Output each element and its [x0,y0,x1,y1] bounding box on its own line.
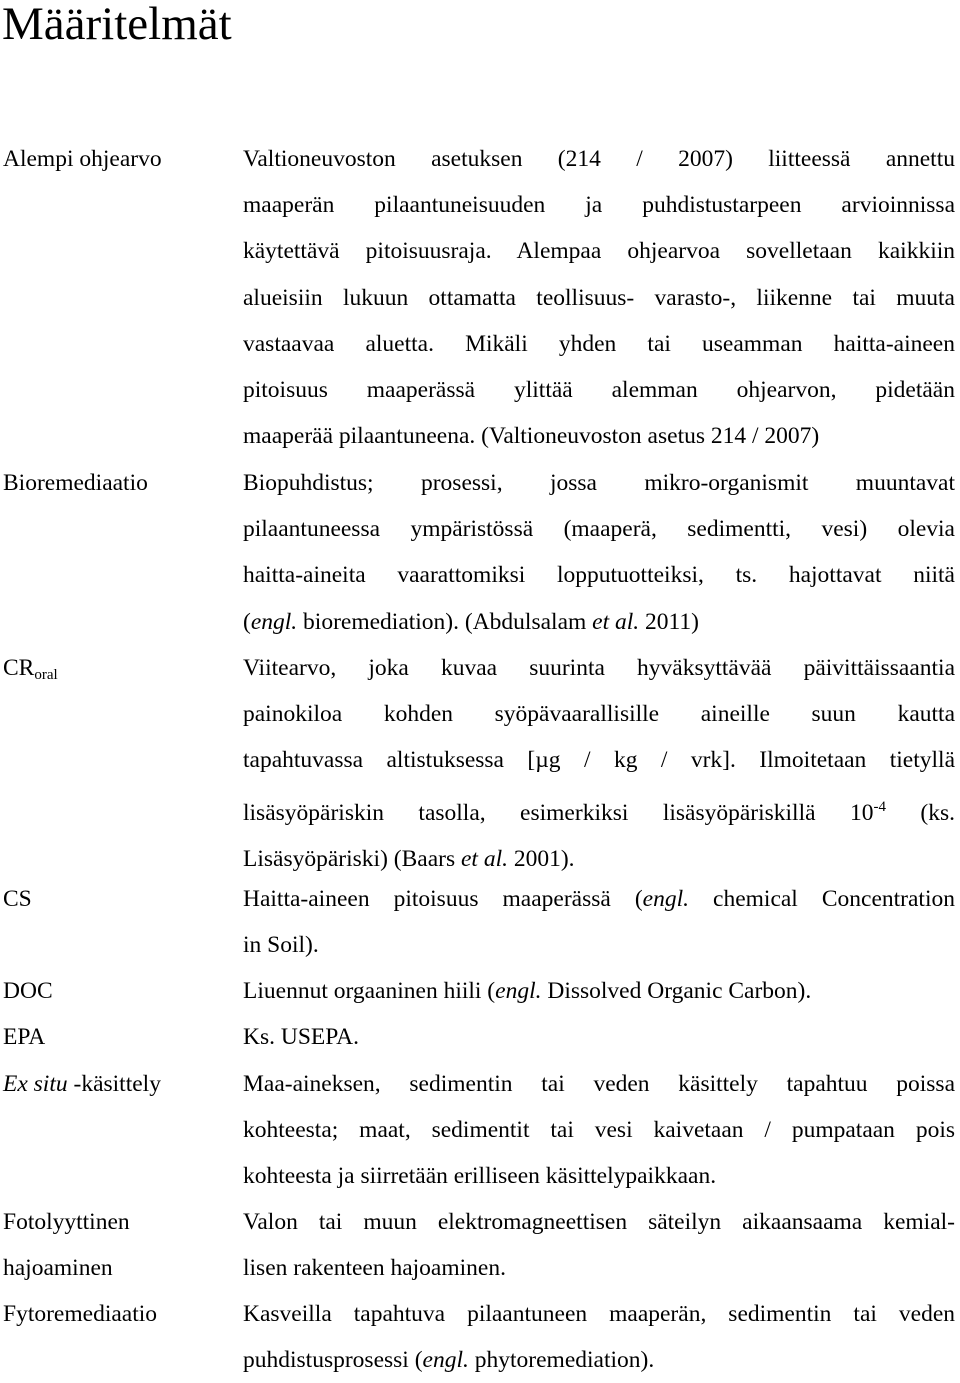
term-rest: -käsittely [67,1071,161,1097]
definition-line: lisen rakenteen hajoaminen. [243,1255,506,1282]
definition-line: käytettävä pitoisuusraja. Alempaa ohjearvoa sovelletaan kaikkiin [243,238,955,265]
definition-line: maaperän pilaantuneisuuden ja puhdistustarpeen arvioinnissa [243,192,955,219]
text-run: lisäsyöpäriskin tasolla, esimerkiksi lisäsyöpäriskillä 10 [243,799,874,826]
definition-line: Ks. USEPA. [243,1024,360,1050]
definition-line [243,876,955,922]
text-run: chemical Concentration [689,886,955,912]
definition-line [243,968,955,1014]
definition [243,876,955,968]
italic-run: engl. [422,1347,469,1374]
definition-line: painokiloa kohden syöpävaarallisille aineille suun kautta [243,701,955,728]
definition-line: Valon tai muun elektromagneettisen säteilyn aikaansaama kemial- [243,1209,955,1235]
definition [243,1199,955,1291]
italic-run: engl. [250,608,298,635]
text-run: Dissolved Organic Carbon). [541,978,812,1004]
definition-line: in Soil). [243,932,319,959]
term: Fytoremediaatio [3,1301,158,1327]
definition-line: vastaavaa aluetta. Mikäli yhden tai useamman haitta-aineen [243,330,955,357]
text-run: puhdistusprosessi ( [243,1347,423,1374]
term [3,1199,233,1291]
definition-line [243,784,955,836]
definition-line: Valtioneuvoston asetuksen (214 / 2007) liitteessä annettu [243,146,955,172]
italic-run: engl. [642,886,689,912]
term-italic: Ex situ [3,1071,68,1097]
term [3,1061,233,1107]
definition [243,460,955,645]
definition-line: tapahtuvassa altistuksessa [µg / kg / vrk]. Ilmoitetaan tietyllä [243,747,955,774]
term [3,645,233,698]
definition-line: kohteesta; maat, sedimentit tai vesi kaivetaan / pumpataan pois [243,1117,955,1144]
definition-line: pilaantuneessa ympäristössä (maaperä, sedimentti, vesi) olevia [243,516,955,543]
definition [243,645,955,882]
superscript: -4 [873,798,886,815]
definition [243,136,955,459]
term-subscript: oral [34,667,58,683]
definition [243,1014,955,1060]
definition-line: maaperää pilaantuneena. (Valtioneuvoston asetus 214 / 2007) [243,423,820,450]
term: Bioremediaatio [3,470,148,496]
italic-run: et al. [592,608,640,635]
definition-line: kohteesta ja siirretään erilliseen käsittelypaikkaan. [243,1163,717,1190]
text-run: Liuennut orgaaninen hiili ( [243,978,496,1004]
definition-line: Biopuhdistus; prosessi, jossa mikro-organismit muuntavat [243,470,955,496]
italic-run: engl. [495,978,542,1004]
text-run: Haitta-aineen pitoisuus maaperässä ( [243,886,643,912]
text-run: phytoremediation). [468,1347,655,1374]
term: DOC [3,978,53,1004]
term: CS [3,886,32,912]
italic-run: et al. [460,845,508,872]
definition [243,968,955,1014]
definition-line [243,1337,955,1383]
text-run: 2001). [507,845,575,872]
definition-line: Maa-aineksen, sedimentin tai veden käsittely tapahtuu poissa [243,1071,955,1097]
term-main: CR [3,655,35,681]
page-title: Määritelmät [2,0,232,50]
definition-line: Kasveilla tapahtuva pilaantuneen maaperän, sedimentin tai veden [243,1301,955,1327]
text-run: 2011) [639,608,699,635]
definition-line: alueisiin lukuun ottamatta teollisuus- varasto-, liikenne tai muuta [243,284,955,311]
definition [243,1061,955,1200]
text-run: (ks. [885,799,955,826]
definition-line [243,599,955,645]
term-line: hajoaminen [3,1255,113,1282]
definition-line: Viitearvo, joka kuvaa suurinta hyväksyttävää päivittäissaantia [243,655,955,681]
term-line: Fotolyyttinen [3,1209,130,1235]
text-run: bioremediation). (Abdulsalam [297,608,593,635]
term: EPA [3,1024,46,1050]
text-run: Lisäsyöpäriski) (Baars [243,845,461,872]
text-run: ( [243,608,251,635]
definition [243,1291,955,1383]
term: Alempi ohjearvo [3,146,162,172]
definition-line: pitoisuus maaperässä ylittää alemman ohjearvon, pidetään [243,377,955,404]
definition-line: haitta-aineita vaarattomiksi lopputuotteiksi, ts. hajottavat niitä [243,562,955,589]
